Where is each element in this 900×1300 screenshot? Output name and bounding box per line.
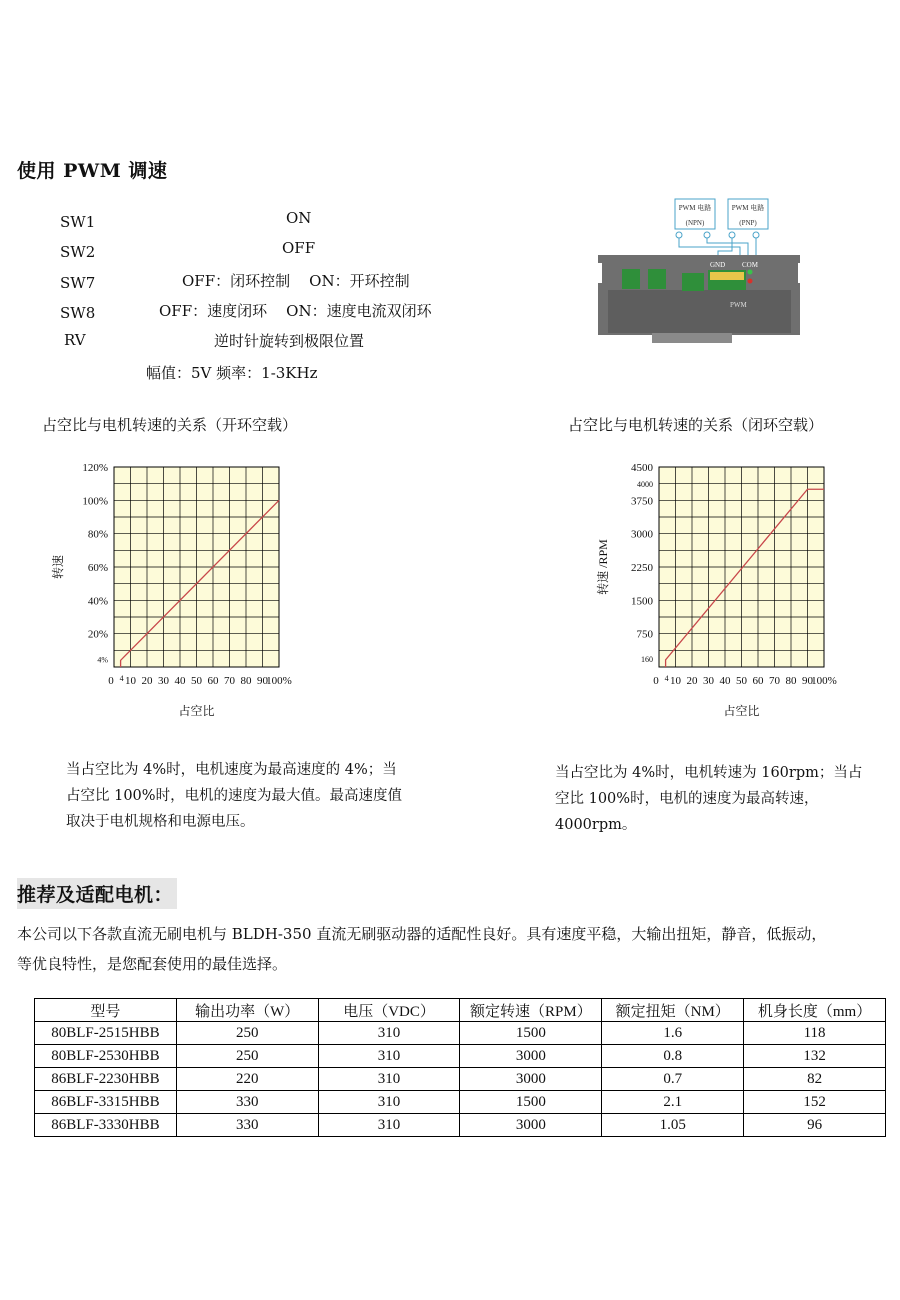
table-cell: 3000 [460, 1068, 602, 1091]
sw8-value: OFF：速度闭环 ON：速度电流双闭环 [159, 302, 432, 320]
y-tick-label: 1500 [631, 595, 653, 608]
table-row [35, 1068, 886, 1091]
y-tick-label: 60% [87, 562, 108, 574]
com-label: COM [742, 261, 758, 269]
pwm-label: PWM [730, 301, 747, 309]
sw2-value: OFF [282, 239, 316, 257]
y-tick-label: 100% [82, 495, 108, 508]
table-cell: 220 [176, 1068, 318, 1091]
x-tick-label: 50 [191, 675, 202, 687]
x-axis-label: 占空比 [723, 704, 760, 718]
y-tick-label: 120% [82, 462, 108, 474]
x-tick-label: 60 [752, 675, 764, 687]
table-cell: 1500 [460, 1022, 602, 1045]
open-loop-caption-line: 取决于电机规格和电源电压。 [66, 814, 255, 830]
sw1-label: SW1 [60, 213, 96, 231]
table-cell: 86BLF-3330HBB [35, 1114, 177, 1137]
y-tick-label: 80% [87, 528, 108, 541]
table-cell: 82 [744, 1068, 886, 1091]
table-cell: 250 [176, 1022, 318, 1045]
y-axis-label: 转速 [51, 554, 65, 580]
table-cell: 330 [176, 1091, 318, 1114]
x-tick-label: 100% [266, 675, 292, 687]
pnp-label: (PNP) [739, 219, 757, 227]
x-tick-label: 20 [686, 675, 698, 687]
table-cell: 310 [318, 1068, 460, 1091]
open-loop-caption-line: 当占空比为 4%时，电机速度为最高速度的 4%；当 [66, 762, 397, 778]
paragraph-line: 本公司以下各款直流无刷电机与 BLDH-350 直流无刷驱动器的适配性良好。具有速度平稳，大输出扭矩，静音，低振动， [17, 925, 827, 943]
table-cell: 86BLF-2230HBB [35, 1068, 177, 1091]
table-cell: 1.05 [602, 1114, 744, 1137]
y-tick-label: 2250 [631, 562, 653, 574]
x-tick-label: 0 [653, 675, 659, 687]
table-cell: 96 [744, 1114, 886, 1137]
x-tick-label: 60 [207, 675, 219, 687]
table-cell: 3000 [460, 1045, 602, 1068]
table-cell: 330 [176, 1114, 318, 1137]
header-torque: 额定扭矩（NM） [602, 999, 744, 1022]
x-tick-label: 90 [257, 675, 268, 687]
x-tick-label: 70 [769, 675, 780, 687]
x-tick-label: 4 [119, 674, 124, 683]
table-cell: 118 [744, 1022, 886, 1045]
closed-loop-chart [585, 455, 855, 725]
table-row [35, 1022, 886, 1045]
pwm-section-title: 使用 PWM 调速 [17, 160, 168, 182]
header-voltage: 电压（VDC） [318, 999, 460, 1022]
y-tick-label: 3750 [631, 495, 653, 508]
x-tick-label: 80 [240, 675, 252, 687]
npn-label: (NPN) [685, 219, 705, 227]
y-tick-label: 160 [641, 654, 653, 664]
open-loop-chart-title: 占空比与电机转速的关系（开环空载） [42, 416, 298, 434]
table-cell: 80BLF-2515HBB [35, 1022, 177, 1045]
open-loop-caption-line: 占空比 100%时，电机的速度为最大值。最高速度值 [66, 788, 403, 804]
header-speed: 额定转速（RPM） [460, 999, 602, 1022]
motor-spec-table [34, 998, 886, 1137]
x-tick-label: 70 [224, 675, 235, 687]
sw2-label: SW2 [60, 243, 96, 261]
sw7-value: OFF：闭环控制 ON：开环控制 [182, 272, 410, 290]
amplitude-frequency: 幅值：5V 频率：1-3KHz [146, 364, 318, 382]
x-tick-label: 0 [108, 675, 114, 687]
table-cell: 1500 [460, 1091, 602, 1114]
table-cell: 132 [744, 1045, 886, 1068]
table-cell: 310 [318, 1045, 460, 1068]
table-row [35, 1114, 886, 1137]
x-tick-label: 20 [141, 675, 153, 687]
table-cell: 3000 [460, 1114, 602, 1137]
table-cell: 86BLF-3315HBB [35, 1091, 177, 1114]
table-cell: 1.6 [602, 1022, 744, 1045]
table-cell: 2.1 [602, 1091, 744, 1114]
table-cell: 80BLF-2530HBB [35, 1045, 177, 1068]
y-tick-label: 750 [636, 628, 653, 641]
table-row [35, 1091, 886, 1114]
x-tick-label: 80 [785, 675, 797, 687]
closed-loop-caption-line: 4000rpm。 [555, 817, 637, 833]
y-tick-label: 20% [87, 628, 108, 641]
pwm-pnp-label: PWM 电路 [731, 204, 765, 212]
x-tick-label: 4 [664, 674, 669, 683]
closed-loop-caption [555, 760, 862, 838]
y-tick-label: 3000 [631, 528, 653, 541]
x-axis-label: 占空比 [178, 704, 215, 718]
y-tick-label: 4000 [637, 479, 653, 489]
header-length: 机身长度（mm） [744, 999, 886, 1022]
driver-illustration [590, 195, 810, 345]
gnd-label: GND [710, 261, 726, 269]
x-tick-label: 30 [158, 675, 169, 687]
sw1-value: ON [286, 209, 312, 227]
closed-loop-caption-line: 当占空比为 4%时，电机转速为 160rpm；当占 [555, 765, 863, 781]
pwm-npn-label: PWM 电路 [678, 204, 712, 212]
x-tick-label: 50 [736, 675, 747, 687]
table-cell: 310 [318, 1091, 460, 1114]
y-tick-label: 40% [87, 595, 108, 608]
closed-loop-caption-line: 空比 100%时，电机的速度为最高转速， [555, 791, 819, 807]
x-tick-label: 40 [719, 675, 731, 687]
sw7-label: SW7 [60, 274, 96, 292]
table-cell: 152 [744, 1091, 886, 1114]
motors-paragraph [17, 919, 887, 979]
x-tick-label: 10 [670, 675, 681, 687]
header-power: 输出功率（W） [176, 999, 318, 1022]
y-tick-label: 4500 [631, 462, 653, 474]
x-tick-label: 90 [802, 675, 813, 687]
rv-label: RV [64, 331, 86, 349]
table-cell: 310 [318, 1022, 460, 1045]
x-tick-label: 30 [703, 675, 714, 687]
motors-section-title: 推荐及适配电机： [17, 878, 177, 909]
open-loop-caption [66, 757, 402, 835]
table-cell: 310 [318, 1114, 460, 1137]
open-loop-chart [40, 455, 310, 725]
closed-loop-chart-title: 占空比与电机转速的关系（闭环空载） [568, 416, 824, 434]
table-cell: 250 [176, 1045, 318, 1068]
paragraph-line: 等优良特性，是您配套使用的最佳选择。 [17, 955, 288, 973]
table-header-row [35, 999, 886, 1022]
y-tick-label: 4% [97, 655, 108, 665]
header-model: 型号 [35, 999, 177, 1022]
rv-value: 逆时针旋转到极限位置 [214, 332, 365, 350]
table-row [35, 1045, 886, 1068]
x-tick-label: 10 [125, 675, 136, 687]
y-axis-label: 转速 /RPM [596, 539, 610, 595]
sw8-label: SW8 [60, 304, 96, 322]
table-cell: 0.8 [602, 1045, 744, 1068]
x-tick-label: 40 [174, 675, 186, 687]
x-tick-label: 100% [811, 675, 837, 687]
table-cell: 0.7 [602, 1068, 744, 1091]
